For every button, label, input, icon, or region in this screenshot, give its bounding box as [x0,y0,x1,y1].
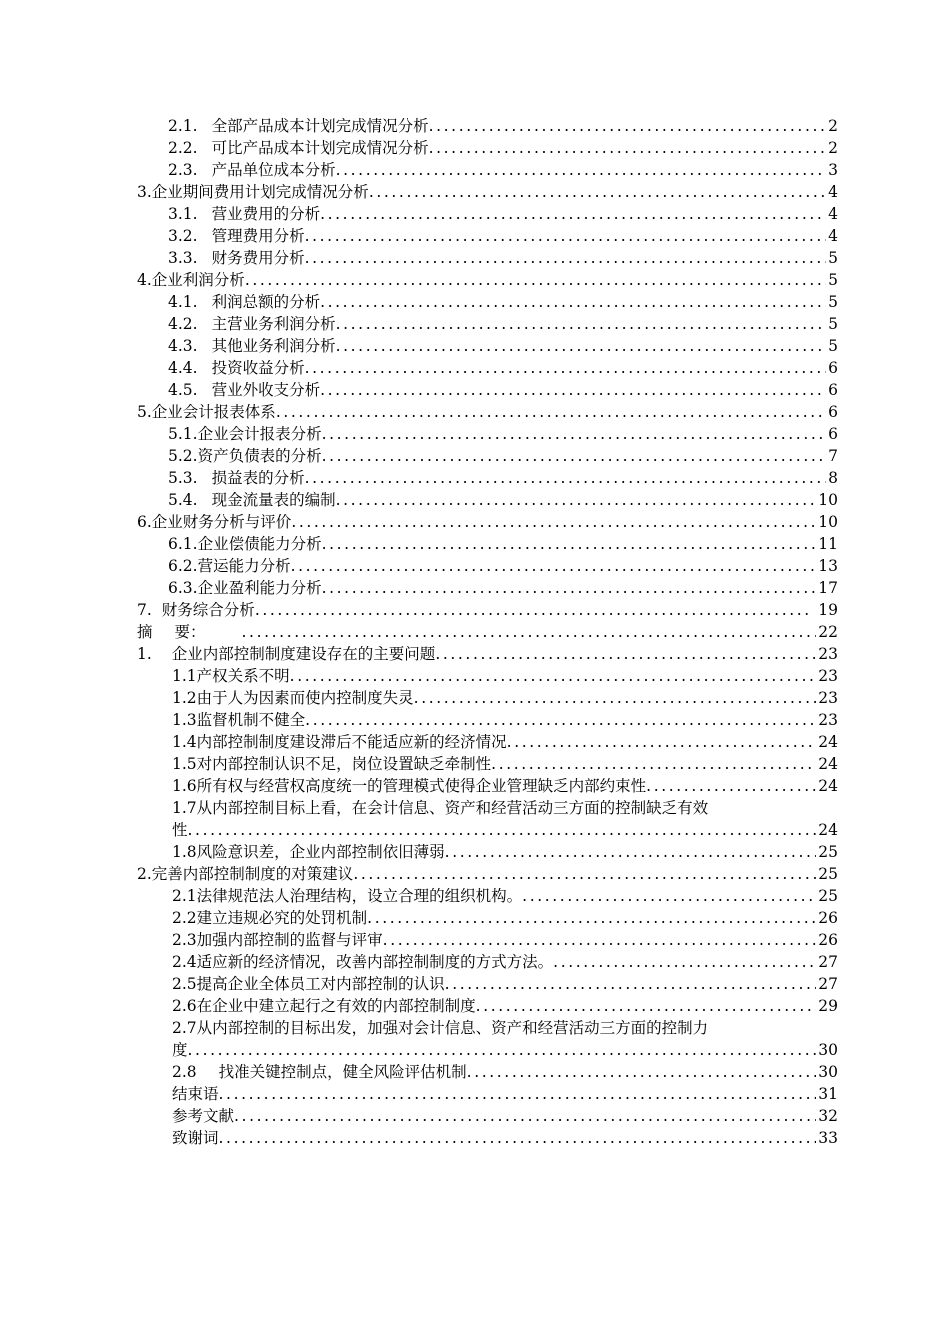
leader-dots [305,225,827,247]
toc-number: 6.2. [168,557,198,575]
leader-dots [242,621,817,643]
leader-dots [367,907,816,929]
toc-title: 企业财务分析与评价 [151,513,292,531]
leader-dots [467,1061,817,1083]
toc-title: 在企业中建立起行之有效的内部控制制度 [196,997,476,1015]
toc-page: 25 [818,887,838,905]
toc-page: 19 [818,601,838,619]
leader-dots [291,555,817,577]
leader-dots [491,753,816,775]
leader-dots [276,401,826,423]
toc-page: 4 [828,183,838,201]
toc-page: 23 [818,645,838,663]
leader-dots [429,115,827,137]
leader-dots [219,1127,817,1149]
toc-title: 营业费用的分析 [211,205,321,223]
toc-entry[interactable] [172,951,838,973]
toc-number: 6. [137,513,152,531]
toc-number: 2.2. [168,139,198,157]
toc-entry[interactable] [168,291,838,313]
toc-title: 其他业务利润分析 [211,337,336,355]
toc-entry[interactable] [168,533,838,555]
toc-title: 从内部控制目标上看，在会计信息、资产和经营活动三方面的控制缺乏有效 [196,799,709,817]
leader-dots [445,841,817,863]
toc-entry[interactable] [172,885,838,907]
toc-entry[interactable] [168,335,838,357]
toc-page: 30 [818,1041,838,1059]
leader-dots [476,995,817,1017]
toc-page: 2 [828,117,838,135]
toc-title: 现金流量表的编制 [211,491,336,509]
toc-number: 2.6 [172,997,197,1015]
toc-title: 提高企业全体员工对内部控制的认识 [196,975,445,993]
toc-page: 23 [818,689,838,707]
toc-entry[interactable] [168,159,838,181]
toc-page: 30 [818,1063,838,1081]
toc-page: 23 [818,711,838,729]
toc-entry[interactable] [168,357,838,379]
leader-dots [322,423,827,445]
toc-title: 从内部控制的目标出发，加强对会计信息、资产和经营活动三方面的控制力 [196,1019,709,1037]
toc-page: 27 [818,975,838,993]
toc-entry[interactable] [168,115,838,137]
toc-title: 管理费用分析 [211,227,305,245]
toc-title: 资产负债表的分析 [197,447,322,465]
toc-title: 企业期间费用计划完成情况分析 [151,183,369,201]
toc-entry[interactable] [172,907,838,929]
toc-number: 4.4. [168,359,198,377]
toc-title: 度 [172,1041,188,1059]
toc-page: 24 [818,821,838,839]
toc-page: 10 [818,513,838,531]
leader-dots [305,247,827,269]
toc-number: 2.1. [168,117,198,135]
toc-page: 10 [818,491,838,509]
toc-title: 结束语 [172,1085,219,1103]
toc-number: 3.2. [168,227,198,245]
toc-entry[interactable] [172,973,838,995]
toc-page: 25 [818,865,838,883]
toc-title: 由于人为因素而使内控制度失灵 [196,689,414,707]
toc-number: 5.4. [168,491,198,509]
toc-title: 企业会计报表体系 [151,403,276,421]
leader-dots [383,929,817,951]
leader-dots [336,159,827,181]
toc-entry[interactable] [172,687,838,709]
toc-entry[interactable] [137,621,838,643]
toc-number: 3.1. [168,205,198,223]
toc-title: 致谢词 [172,1129,219,1147]
toc-page: 5 [828,293,838,311]
leader-dots [553,951,816,973]
toc-page: 24 [818,777,838,795]
toc-title: 企业利润分析 [151,271,245,289]
toc-page: 5 [828,337,838,355]
leader-dots [522,885,816,907]
toc-title: 产品单位成本分析 [211,161,336,179]
leader-dots [369,181,826,203]
toc-number: 5.1. [168,425,198,443]
toc-number: 4.5. [168,381,198,399]
toc-page: 26 [818,909,838,927]
toc-entry[interactable] [168,313,838,335]
toc-number: 1.4 [172,733,197,751]
leader-dots [414,687,817,709]
toc-title: 企业盈利能力分析 [197,579,322,597]
toc-title: 企业偿债能力分析 [197,535,322,553]
leader-dots [320,291,826,313]
toc-page: 33 [818,1129,838,1147]
leader-dots [305,467,827,489]
leader-dots [336,489,817,511]
toc-entry[interactable] [137,863,838,885]
leader-dots [435,643,816,665]
toc-page: 13 [818,557,838,575]
toc-page: 22 [818,623,838,641]
toc-page: 5 [828,271,838,289]
toc-number: 3.3. [168,249,198,267]
leader-dots [219,1083,817,1105]
leader-dots [188,1039,817,1061]
toc-number: 2.1 [172,887,197,905]
toc-number: 1. [137,645,152,663]
toc-number: 5.2. [168,447,198,465]
toc-entry[interactable] [172,709,838,731]
toc-title: 要： [174,623,206,641]
toc-number: 1.2 [172,689,197,707]
toc-number: 4.2. [168,315,198,333]
toc-entry[interactable] [168,247,838,269]
leader-dots [336,313,827,335]
leader-dots [429,137,827,159]
toc-page: 5 [828,315,838,333]
toc-number: 1.3 [172,711,197,729]
toc-entry[interactable] [168,379,838,401]
toc-number: 6.3. [168,579,198,597]
toc-page: 7 [828,447,838,465]
toc-number: 1.8 [172,843,197,861]
toc-entry[interactable] [172,1083,838,1105]
leader-dots [322,577,817,599]
toc-number: 6.1. [168,535,198,553]
toc-entry[interactable] [168,555,838,577]
toc-page: 25 [818,843,838,861]
leader-dots [320,203,826,225]
toc-entry-wrapped[interactable] [172,797,708,819]
toc-title: 营运能力分析 [197,557,291,575]
leader-dots [234,1105,816,1127]
toc-title: 适应新的经济情况，改善内部控制制度的方式方法。 [196,953,554,971]
toc-title: 建立违规必究的处罚机制 [196,909,368,927]
toc-entry[interactable] [137,599,838,621]
toc-entry[interactable] [172,995,838,1017]
toc-page: 31 [818,1085,838,1103]
toc-page: 8 [828,469,838,487]
toc-title: 法律规范法人治理结构，设立合理的组织机构。 [196,887,523,905]
toc-title: 完善内部控制制度的对策建议 [151,865,354,883]
toc-entry[interactable] [137,401,838,423]
toc-number: 1.7 [172,799,197,817]
toc-title: 监督机制不健全 [196,711,306,729]
toc-page: 4 [828,205,838,223]
toc-entry[interactable] [172,753,838,775]
toc-page: 6 [828,403,838,421]
toc-number: 2. [137,865,152,883]
toc-page: 4 [828,227,838,245]
toc-entry[interactable] [172,1061,838,1083]
toc-title: 企业会计报表分析 [197,425,322,443]
toc-page: 6 [828,381,838,399]
toc-entry[interactable] [168,467,838,489]
toc-entry[interactable] [172,775,838,797]
toc-title: 产权关系不明 [196,667,290,685]
toc-title: 企业内部控制制度建设存在的主要问题 [171,645,436,663]
leader-dots [322,533,817,555]
toc-entry[interactable] [137,269,838,291]
toc-title: 内部控制制度建设滞后不能适应新的经济情况 [196,733,507,751]
toc-entry[interactable] [137,181,838,203]
toc-number: 5.3. [168,469,198,487]
toc-page: 24 [818,755,838,773]
toc-entry[interactable] [168,445,838,467]
leader-dots [646,775,816,797]
toc-number: 5. [137,403,152,421]
toc-entry[interactable] [172,731,838,753]
toc-page: 32 [818,1107,838,1125]
toc-number: 2.3 [172,931,197,949]
toc-number: 1.1 [172,667,197,685]
toc-entry-wrapped[interactable] [172,1017,708,1039]
toc-title: 对内部控制认识不足，岗位设置缺乏牵制性 [196,755,492,773]
toc-page: 5 [828,249,838,267]
leader-dots [245,269,826,291]
toc-title: 财务综合分析 [161,601,255,619]
toc-number: 2.4 [172,953,197,971]
toc-number: 1.5 [172,755,197,773]
toc-page: 11 [818,535,838,553]
leader-dots [507,731,817,753]
toc-entry[interactable] [168,423,838,445]
toc-number: 7. [137,601,152,619]
toc-title: 可比产品成本计划完成情况分析 [211,139,429,157]
toc-entry[interactable] [168,203,838,225]
toc-entry-continuation[interactable] [172,819,838,841]
toc-number: 2.7 [172,1019,197,1037]
toc-title: 损益表的分析 [211,469,305,487]
toc-page: 23 [818,667,838,685]
toc-number: 4.3. [168,337,198,355]
toc-title: 主营业务利润分析 [211,315,336,333]
toc-entry[interactable] [172,841,838,863]
toc-entry[interactable] [168,225,838,247]
toc-page: 24 [818,733,838,751]
toc-page: 17 [818,579,838,597]
toc-number: 摘 [137,623,153,641]
leader-dots [188,819,817,841]
toc-page: 26 [818,931,838,949]
leader-dots [353,863,816,885]
leader-dots [255,599,808,621]
toc-number: 1.6 [172,777,197,795]
toc-entry[interactable] [168,489,838,511]
toc-title: 财务费用分析 [211,249,305,267]
toc-number: 4.1. [168,293,198,311]
toc-title: 参考文献 [172,1107,235,1125]
toc-number: 2.2 [172,909,197,927]
toc-title: 利润总额的分析 [211,293,321,311]
toc-entry[interactable] [168,577,838,599]
toc-title: 营业外收支分析 [211,381,321,399]
toc-number: 2.5 [172,975,197,993]
toc-number: 3. [137,183,152,201]
leader-dots [291,511,816,533]
toc-title: 全部产品成本计划完成情况分析 [211,117,429,135]
leader-dots [320,379,826,401]
toc-title: 风险意识差，企业内部控制依旧薄弱 [196,843,445,861]
toc-title: 所有权与经营权高度统一的管理模式使得企业管理缺乏内部约束性 [196,777,647,795]
toc-entry[interactable] [137,511,838,533]
toc-number: 4. [137,271,152,289]
leader-dots [305,709,816,731]
toc-entry[interactable] [172,929,838,951]
toc-title: 投资收益分析 [211,359,305,377]
toc-title: 找准关键控制点，健全风险评估机制 [218,1063,467,1081]
toc-page: 6 [828,359,838,377]
leader-dots [290,665,817,687]
toc-page: 2 [828,139,838,157]
leader-dots [322,445,827,467]
toc-entry-continuation[interactable] [172,1039,838,1061]
toc-page: 3 [828,161,838,179]
toc-title: 加强内部控制的监督与评审 [196,931,383,949]
toc-number: 2.8 [172,1063,197,1081]
toc-page: 27 [818,953,838,971]
leader-dots [305,357,827,379]
toc-entry[interactable] [168,137,838,159]
toc-number: 2.3. [168,161,198,179]
toc-entry[interactable] [172,665,838,687]
leader-dots [445,973,817,995]
toc-page: 6 [828,425,838,443]
toc-entry[interactable] [172,1105,838,1127]
leader-dots [336,335,827,357]
toc-page: 29 [818,997,838,1015]
toc-title: 性 [172,821,188,839]
toc-entry[interactable] [172,1127,838,1149]
toc-entry[interactable] [137,643,838,665]
